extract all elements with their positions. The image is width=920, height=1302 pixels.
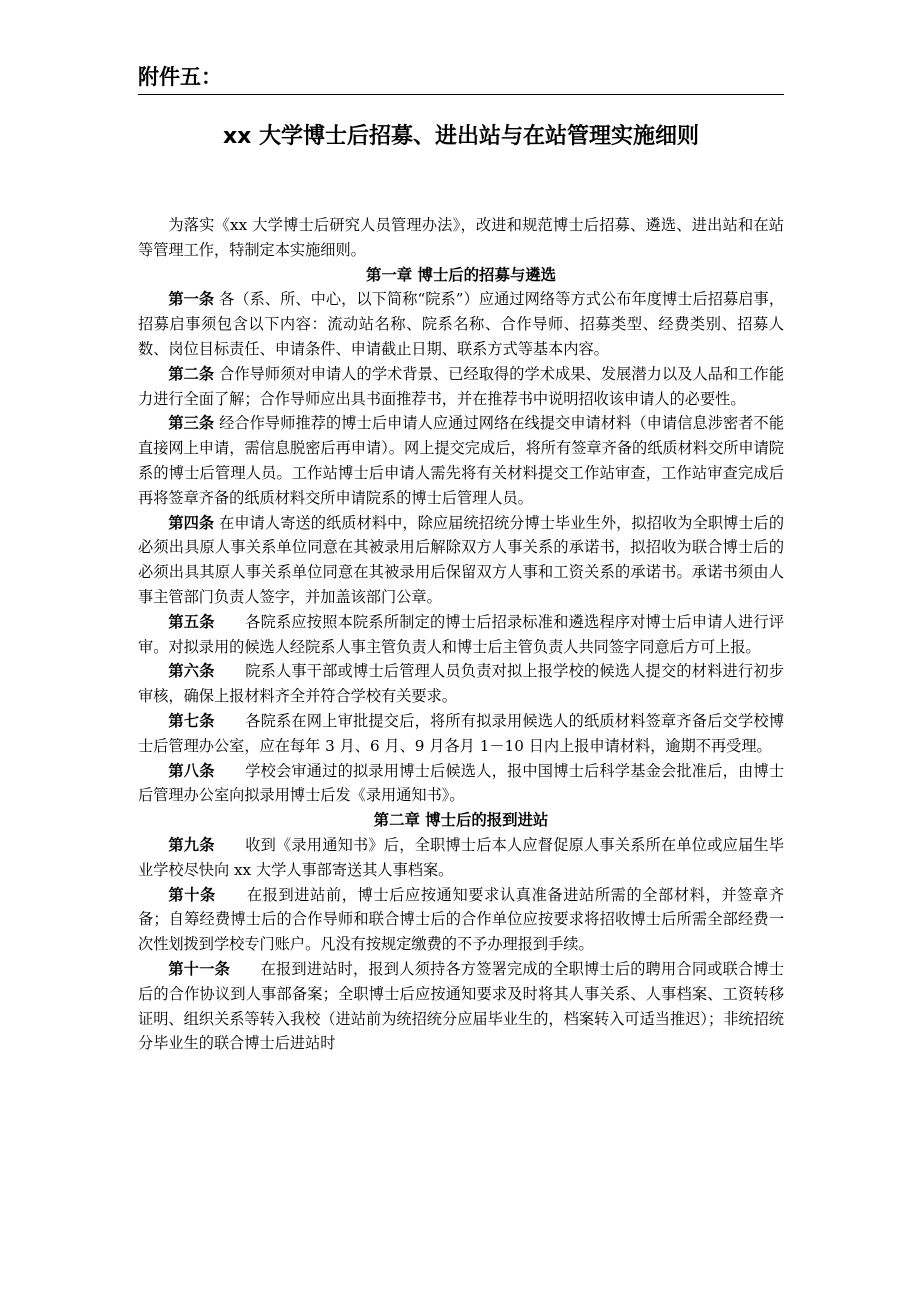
- chapter-heading: 第一章 博士后的招募与遴选: [365, 265, 557, 284]
- article-label: 第十条: [168, 885, 216, 904]
- article-text: 经合作导师推荐的博士后申请人应通过网络在线提交申请材料（申请信息涉密者不能直接网上申请，需信息脱密后再申请）。网上提交完成后，将所有签章齐备的纸质材料交所申请院系的博士后管理人员。工作站博士后申请人需先将有关材料提交工作站审查，工作站审查完成后再将签章齐备的纸质材料交所申请院系的博士后管理人员。: [138, 414, 785, 507]
- article-text: 各院系在网上审批提交后，将所有拟录用候选人的纸质材料签章齐备后交学校博士后管理办公室，应在每年 3 月、6 月、9 月各月 1－10 日内上报申请材料，逾期不再受理。: [138, 711, 785, 755]
- chapter-heading: 第二章 博士后的报到进站: [373, 811, 549, 830]
- article-paragraph: [138, 883, 784, 957]
- article-text: 院系人事干部或博士后管理人员负责对拟上报学校的候选人提交的材料进行初步审核，确保上报材料齐全并符合学校有关要求。: [138, 662, 785, 706]
- article-text: 收到《录用通知书》后，全职博士后本人应督促原人事关系所在单位或应届生毕业学校尽快向 xx 大学人事部寄送其人事档案。: [138, 835, 785, 879]
- document-page: [138, 60, 784, 1056]
- article-label: 第四条: [168, 513, 215, 532]
- article-text: 在报到进站时，报到人须持各方签署完成的全职博士后的聘用合同或联合博士后的合作协议到人事部备案；全职博士后应按通知要求及时将其人事关系、人事档案、工资转移证明、组织关系等转入我校（进站前为统招统分应届毕业生的，档案转入可适当推迟）；非统招统分毕业生的联合博士后进站时: [138, 959, 785, 1053]
- document-body: [138, 213, 784, 1056]
- article-paragraph: [138, 957, 784, 1056]
- article-paragraph: [138, 659, 784, 709]
- article-label: 第二条: [168, 364, 215, 383]
- article-label: 第十一条: [168, 959, 230, 978]
- document-title: xx 大学博士后招募、进出站与在站管理实施细则: [222, 124, 700, 149]
- article-paragraph: [138, 709, 784, 759]
- article-paragraph: [138, 759, 784, 809]
- article-label: 第七条: [168, 711, 215, 730]
- intro-paragraph: 为落实《xx 大学博士后研究人员管理办法》，改进和规范博士后招募、遴选、进出站和在站等管理工作，特制定本实施细则。: [138, 216, 784, 259]
- article-paragraph: [138, 833, 784, 883]
- article-text: 学校会审通过的拟录用博士后候选人，报中国博士后科学基金会批准后，由博士后管理办公室向拟录用博士后发《录用通知书》。: [138, 761, 785, 805]
- article-label: 第六条: [168, 662, 215, 681]
- article-paragraph: [138, 610, 784, 660]
- article-paragraph: [138, 411, 784, 510]
- article-text: 各（系、所、中心，以下简称“院系”）应通过网络等方式公布年度博士后招募启事，招募启事须包含以下内容：流动站名称、院系名称、合作导师、招募类型、经费类别、招募人数、岗位目标责任、申请条件、申请截止日期、联系方式等基本内容。: [138, 290, 785, 358]
- article-label: 第一条: [168, 290, 215, 309]
- article-text: 在申请人寄送的纸质材料中，除应届统招统分博士毕业生外，拟招收为全职博士后的必须出具原人事关系单位同意在其被录用后解除双方人事关系的承诺书，拟招收为联合博士后的必须出具其原人事关系单位同意在其被录用后保留双方人事和工资关系的承诺书。承诺书须由人事主管部门负责人签字，并加盖该部门公章。: [138, 513, 785, 606]
- article-text: 各院系应按照本院系所制定的博士后招录标准和遴选程序对博士后申请人进行评审。对拟录用的候选人经院系人事主管负责人和博士后主管负责人共同签字同意后方可上报。: [138, 612, 785, 656]
- header-rule: [138, 94, 784, 95]
- article-paragraph: [138, 287, 784, 361]
- article-label: 第五条: [168, 612, 215, 631]
- article-label: 第三条: [168, 414, 215, 433]
- article-label: 第八条: [168, 761, 215, 780]
- article-paragraph: [138, 362, 784, 412]
- article-text: 合作导师须对申请人的学术背景、已经取得的学术成果、发展潜力以及人品和工作能力进行全面了解；合作导师应出具书面推荐书，并在推荐书中说明招收该申请人的必要性。: [138, 364, 785, 408]
- attachment-label: 附件五：: [138, 65, 222, 89]
- article-text: 在报到进站前，博士后应按通知要求认真准备进站所需的全部材料，并签章齐备；自筹经费博士后的合作导师和联合博士后的合作单位应按要求将招收博士后所需全部经费一次性划拨到学校专门账户。凡没有按规定缴费的不予办理报到手续。: [138, 885, 785, 954]
- article-label: 第九条: [168, 835, 215, 854]
- article-paragraph: [138, 511, 784, 610]
